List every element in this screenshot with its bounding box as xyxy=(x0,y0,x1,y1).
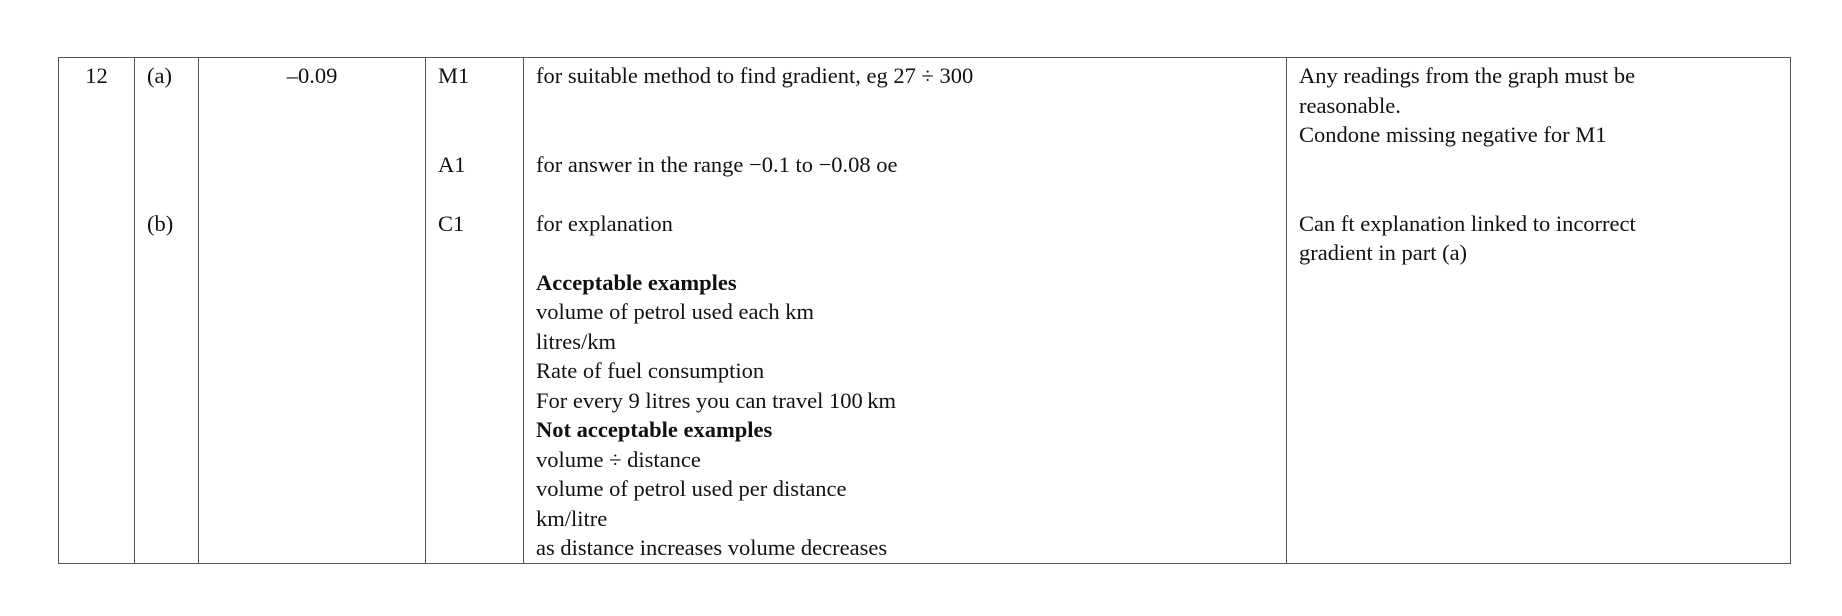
part-b-note: Can ft explanation linked to incorrect xyxy=(1299,210,1636,236)
part-a-label: (a) xyxy=(147,63,172,88)
part-label-cell xyxy=(135,58,199,564)
part-b-label: (b) xyxy=(147,210,174,236)
part-a-a1-guidance: for answer in the range −0.1 to −0.08 oe xyxy=(536,151,898,177)
acceptable-example: litres/km xyxy=(536,328,616,354)
part-b-mark-c1: C1 xyxy=(438,210,465,236)
mark-scheme-table xyxy=(58,57,1791,564)
part-a-note: reasonable. xyxy=(1299,92,1401,118)
acceptable-example: volume of petrol used each km xyxy=(536,299,815,324)
answer-cell xyxy=(199,58,426,564)
mark-cell xyxy=(426,58,524,564)
part-a-note: Condone missing negative for M1 xyxy=(1299,122,1607,147)
part-b-note: gradient in part (a) xyxy=(1299,240,1468,265)
not-acceptable-example: volume ÷ distance xyxy=(536,446,701,472)
part-a-m1-guidance: for suitable method to find gradient, eg 27 ÷ 300 xyxy=(536,63,974,88)
part-a-mark-m1: M1 xyxy=(438,63,470,88)
acceptable-example: Rate of fuel consumption xyxy=(536,358,765,383)
not-acceptable-examples-heading: Not acceptable examples xyxy=(536,417,773,442)
part-b-guidance-intro: for explanation xyxy=(536,210,673,236)
question-number: 12 xyxy=(85,63,108,88)
part-a-note: Any readings from the graph must be xyxy=(1299,63,1636,88)
not-acceptable-example: volume of petrol used per distance xyxy=(536,476,847,501)
part-a-answer: –0.09 xyxy=(286,63,338,88)
part-a-mark-a1: A1 xyxy=(438,151,466,177)
not-acceptable-example: km/litre xyxy=(536,505,608,531)
additional-guidance-cell xyxy=(1287,58,1791,564)
acceptable-example: For every 9 litres you can travel 100 km xyxy=(536,387,897,413)
mark-guidance-cell xyxy=(524,58,1287,564)
not-acceptable-example: as distance increases volume decreases xyxy=(536,535,888,560)
question-number-cell xyxy=(59,58,135,564)
question-row xyxy=(59,58,1791,564)
acceptable-examples-heading: Acceptable examples xyxy=(536,269,737,295)
